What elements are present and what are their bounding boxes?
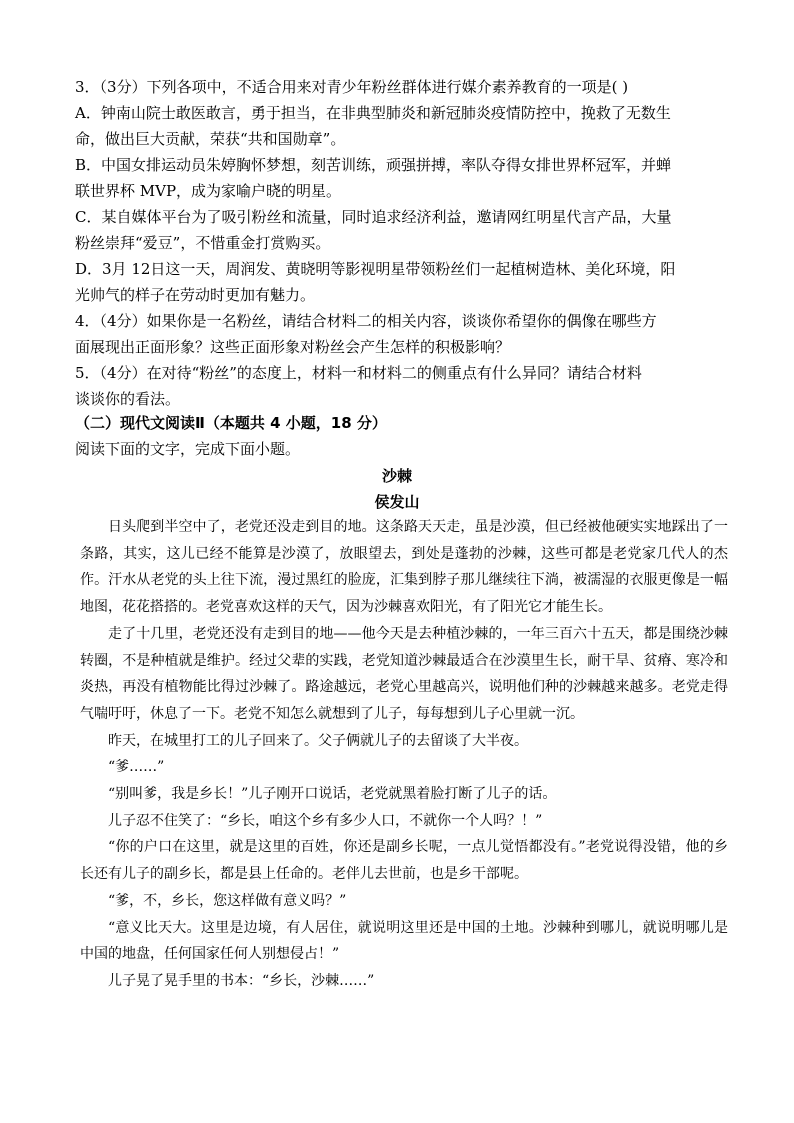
story-paragraph: “别叫爹，我是乡长！”儿子刚开口说话，老党就黑着脸打断了儿子的话。 <box>108 786 557 803</box>
story-paragraph: 昨天，在城里打工的儿子回来了。父子俩就儿子的去留谈了大半夜。 <box>108 732 528 749</box>
section-instruction: 阅读下面的文字，完成下面小题。 <box>75 440 301 458</box>
q3-option-d-cont: 光帅气的样子在劳动时更加有魅力。 <box>75 286 316 304</box>
story-author: 侯发山 <box>374 493 420 511</box>
q3-option-b: B．中国女排运动员朱婷胸怀梦想，刻苦训练，顽强拼搏，率队夺得女排世界杯冠军，并蝉 <box>75 156 672 174</box>
q3-option-b-cont: 联世界杯 MVP，成为家喻户晓的明星。 <box>75 182 342 200</box>
story-paragraph: “你的户口在这里，就是这里的百姓，你还是副乡长呢，一点儿觉悟都没有。”老党说得没错，他的乡长还有儿子的副乡长，都是县上任命的。老伴儿去世前，也是乡干部呢。 <box>80 839 728 883</box>
q4-line1: 4．（4分）如果你是一名粉丝，请结合材料二的相关内容，谈谈你希望你的偶像在哪些方 <box>75 312 657 330</box>
q3-option-a-cont: 命，做出巨大贡献，荣获“共和国勋章”。 <box>75 130 346 148</box>
q3-option-c: C．某自媒体平台为了吸引粉丝和流量，同时追求经济利益，邀请网红明星代言产品，大量 <box>75 208 672 226</box>
q3-option-a: A．钟南山院士敢医敢言，勇于担当，在非典型肺炎和新冠肺炎疫情防控中，挽救了无数生 <box>75 104 671 122</box>
story-paragraph: “意义比天大。这里是边境，有人居住，就说明这里还是中国的土地。沙棘种到哪儿，就说明哪儿是中国的地盘，任何国家任何人别想侵占！” <box>80 919 728 963</box>
section-heading: （二）现代文阅读Ⅱ（本题共 4 小题，18 分） <box>75 414 387 432</box>
q4-line2: 面展现出正面形象？这些正面形象对粉丝会产生怎样的积极影响？ <box>75 338 511 356</box>
story-paragraph: 日头爬到半空中了，老党还没走到目的地。这条路天天走，虽是沙漠，但已经被他硬实实地踩出了一条路，其实，这儿已经不能算是沙漠了，放眼望去，到处是蓬勃的沙棘，这些可都是老党家几代人的杰作。汗水从老党的头上往下流，漫过黑红的脸庞，汇集到脖子那儿继续往下淌，被濡湿的衣服更像是一幅地图，花花搭搭的。老党喜欢这样的天气，因为沙棘喜欢阳光，有了阳光它才能生长。 <box>80 519 728 616</box>
story-paragraph: 儿子晃了晃手里的书本：“乡长，沙棘……” <box>108 972 375 989</box>
q3-stem: 3．（3分）下列各项中，不适合用来对青少年粉丝群体进行媒介素养教育的一项是( ) <box>75 78 629 96</box>
story-paragraph: “爹，不，乡长，您这样做有意义吗？” <box>108 892 347 909</box>
story-title: 沙棘 <box>381 467 412 485</box>
q3-option-c-cont: 粉丝崇拜“爱豆”，不惜重金打赏购买。 <box>75 234 331 252</box>
story-body <box>80 514 728 995</box>
story-paragraph: 走了十几里，老党还没有走到目的地——他今天是去种植沙棘的，一年三百六十五天，都是围绕沙棘转圈，不是种植就是维护。经过父辈的实践，老党知道沙棘最适合在沙漠里生长，耐干旱、贫瘠、寒冷和炎热，再没有植物能比得过沙棘了。路途越远，老党心里越高兴，说明他们种的沙棘越来越多。老党走得气喘吁吁，休息了一下。老党不知怎么就想到了儿子，每每想到儿子心里就一沉。 <box>80 625 728 722</box>
q3-option-d: D．3月 12日这一天，周润发、黄晓明等影视明星带领粉丝们一起植树造林、美化环境，阳 <box>75 260 676 278</box>
q5-line2: 谈谈你的看法。 <box>75 390 181 408</box>
story-paragraph: 儿子忍不住笑了：“乡长，咱这个乡有多少人口，不就你一个人吗？！” <box>108 812 543 829</box>
q5-line1: 5．（4分）在对待“粉丝”的态度上，材料一和材料二的侧重点有什么异同？请结合材料 <box>75 364 642 382</box>
story-paragraph: “爹……” <box>108 759 165 776</box>
